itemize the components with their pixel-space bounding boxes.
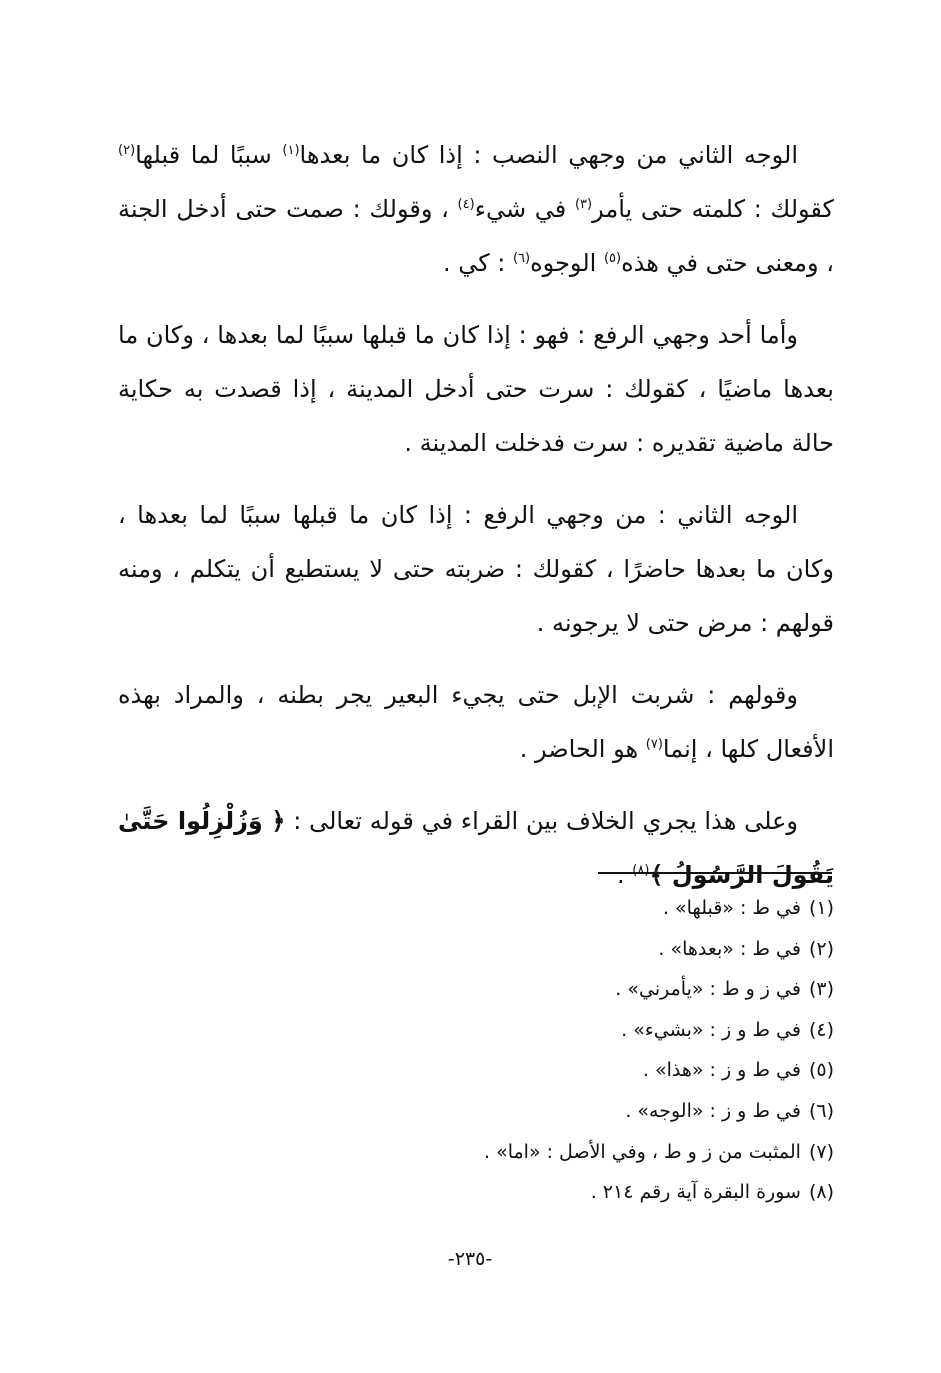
footnote-number: (٦) bbox=[808, 1099, 834, 1122]
footnote-reference: (٨) bbox=[632, 863, 650, 878]
footnote-reference: (٧) bbox=[645, 737, 663, 752]
main-text bbox=[118, 128, 834, 902]
text-run: سببًا لما قبلها bbox=[135, 141, 283, 169]
footnotes-list bbox=[300, 888, 834, 1213]
footnote bbox=[300, 1010, 834, 1051]
text-run: : كي . bbox=[442, 249, 513, 277]
footnote bbox=[300, 1132, 834, 1173]
footnote bbox=[300, 888, 834, 929]
footnote-text: في ز و ط : «يأمرني» . bbox=[615, 978, 801, 1001]
footnote-number: (٥) bbox=[808, 1059, 834, 1082]
footnote-reference: (٢) bbox=[118, 143, 136, 158]
text-run: وأما أحد وجهي الرفع : فهو : إذا كان ما قبلها سببًا لما بعدها ، وكان ما بعدها ماضيًا ، كقولك : سرت حتى أدخل المدينة ، إذا قصدت به حكاية حالة ماضية تقديره : سرت فدخلت المدينة . bbox=[118, 321, 834, 457]
footnote-text: سورة البقرة آية رقم ٢١٤ . bbox=[590, 1181, 801, 1204]
footnote-number: (٣) bbox=[808, 978, 834, 1001]
footnote-reference: (٣) bbox=[574, 197, 593, 212]
text-run: كقولك : كلمته حتى يأمر bbox=[592, 195, 834, 223]
paragraph bbox=[118, 668, 834, 776]
footnote-reference: (٤) bbox=[457, 197, 475, 212]
footnote bbox=[300, 969, 834, 1010]
footnote bbox=[300, 1050, 834, 1091]
text-run: وقولهم : شربت الإبل حتى يجيء البعير يجر بطنه ، والمراد بهذه الأفعال كلها ، إنما bbox=[118, 681, 834, 763]
footnote-separator bbox=[598, 872, 832, 874]
text-run: وعلى هذا يجري الخلاف بين القراء في قوله تعالى : bbox=[285, 807, 799, 835]
text-run: الوجه الثاني : من وجهي الرفع : إذا كان ما قبلها سببًا لما بعدها ، وكان ما بعدها حاضرًا ، كقولك : ضربته حتى لا يستطيع أن يتكلم ، ومنه قولهم : مرض حتى لا يرجونه . bbox=[118, 501, 834, 637]
paragraph bbox=[118, 488, 834, 650]
footnote-number: (١) bbox=[808, 897, 834, 919]
footnote-text: في ط و ز : «الوجه» . bbox=[625, 1099, 801, 1122]
footnote-number: (٨) bbox=[808, 1181, 834, 1204]
footnote-reference: (٦) bbox=[512, 251, 531, 266]
text-run: الوجوه bbox=[530, 249, 604, 277]
footnote-reference: (٥) bbox=[603, 251, 622, 266]
quran-verse: ﴿ وَزُلْزِلُوا حَتَّىٰ يَقُولَ الرَّسُولُ ﴾ bbox=[118, 807, 834, 889]
footnote-number: (٤) bbox=[808, 1018, 834, 1041]
paragraph bbox=[118, 128, 834, 290]
text-run: في شيء bbox=[474, 195, 575, 223]
text-run: . bbox=[617, 861, 633, 889]
footnote-number: (٧) bbox=[808, 1140, 834, 1163]
text-run: ، وقولك : صمت حتى أدخل الجنة ، ومعنى حتى في هذه bbox=[118, 195, 834, 277]
footnote-text: في ط : «قبلها» . bbox=[662, 897, 801, 919]
text-run: الوجه الثاني من وجهي النصب : إذا كان ما بعدها bbox=[299, 141, 798, 169]
footnote-text: في ط و ز : «هذا» . bbox=[642, 1059, 801, 1082]
paragraph bbox=[118, 794, 834, 902]
paragraph bbox=[118, 308, 834, 470]
footnote-number: (٢) bbox=[808, 937, 834, 960]
text-run: هو الحاضر . bbox=[519, 735, 646, 763]
footnote-reference: (١) bbox=[282, 143, 300, 158]
page-number: -٢٣٥- bbox=[447, 1248, 493, 1270]
footnote bbox=[300, 929, 834, 970]
footnote-text: في ط : «بعدها» . bbox=[658, 937, 801, 960]
footnote-text: المثبت من ز و ط ، وفي الأصل : «اما» . bbox=[484, 1140, 801, 1163]
footnote bbox=[300, 1172, 834, 1213]
footnote-text: في ط و ز : «بشيء» . bbox=[621, 1018, 801, 1041]
footnote bbox=[300, 1091, 834, 1132]
